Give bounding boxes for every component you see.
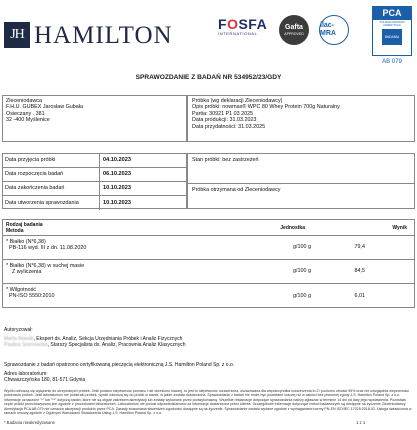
date-label: Data przyjęcia próbki (3, 154, 100, 167)
result-value: 84,5 (354, 268, 365, 275)
header-test-type: Rodzaj badania (6, 221, 43, 228)
results-header (3, 220, 414, 236)
pca-accreditation-number: AB 079 (382, 59, 402, 65)
header (0, 0, 417, 70)
result-name: * Białko (N*6,38) w suchej masie (6, 263, 85, 269)
page-number: 1 z 1 (356, 420, 366, 425)
ilac-mra-circle: ilac-MRA (319, 15, 349, 45)
date-label: Data zakończenia badań (3, 182, 100, 195)
table-row (3, 260, 414, 284)
authorizer-1-role: , Ekspert ds. Analiz, Sekcja Urzędniania Próbek i Analiz Fizycznych (33, 336, 183, 342)
fosfa-logo (218, 16, 274, 46)
date-value: 04.10.2023 (103, 157, 131, 164)
lab-address (4, 371, 85, 383)
result-method: PB-116 wyd. III z dn. 11.08.2020 (9, 245, 87, 252)
sample-description: Opis próbki: nowmax® WPC 80 Whey Protein 700g Naturalny (192, 104, 340, 111)
sample-expiry-date: Data przydatności: 31.03.2025 (192, 123, 266, 130)
sample-production-date: Data produkcji: 31.03.2023 (192, 117, 257, 124)
authorizer-2-name: Paulina Sosnowska (4, 342, 48, 348)
header-unit: Jednostka (280, 224, 305, 231)
report-title: SPRAWOZDANIE Z BADAŃ NR 534952/23/GDY (135, 74, 282, 81)
authorization-label: Autoryzował: (4, 327, 33, 333)
hamilton-logo-text: HAMILTON (34, 22, 173, 49)
client-street: Osieczany . 381 (6, 110, 45, 117)
authorization-block (4, 327, 304, 348)
result-unit: g/100 g (293, 268, 311, 275)
result-method-cell (3, 260, 183, 283)
client-city: 32 -400 Myślenice (6, 117, 50, 124)
date-value: 10.10.2023 (103, 185, 131, 192)
lab-address-label: Adres laboratorium: (4, 371, 48, 377)
authorizer-1-name: Marta Nowak (4, 336, 34, 342)
sample-condition: Stan próbki: bez zastrzeżeń (192, 157, 259, 163)
result-method-cell (3, 284, 183, 308)
result-name: * Wilgotność (6, 287, 36, 293)
authorizer-2 (4, 342, 304, 348)
lab-address-value: Chwaszczyńska 180, 81-571 Gdynia (4, 377, 86, 383)
footer (4, 420, 365, 425)
legal-fine-print: Wyniki odnoszą się wyłącznie do otrzymanych próbek. Jeśli podano niepewność pomiaru i nie określono inaczej, to jest to niepewność rozszerzona, oszacowana dla współczynnika rozszerzenia k=2 i poziomu ufności 95% oraz nie uwzględnia niepewności pobierania próbek. Jeśli laboratorium nie pobierało próbek, wyniki odnoszą się do próbki w stanie, w jakim została dostarczona. Sprawozdanie z badań nie może być powielane inaczej niż w całości bez pisemnej zgody J.S. Hamilton Poland Sp. z o.o. Informacje oznaczone "*" lub "**" dotyczą badań, które nie są objęte zakresem akredytacji lub zostały wykonane przez podwykonawcę. Wszelkie reklamacje dotyczące sprawozdania należy zgłaszać w terminie 14 dni od daty jego wystawienia. Pozostała część próbki przechowywana jest zgodnie z procedurami laboratorium. Laboratorium nie ponosi odpowiedzialności za informacje dostarczone przez klienta. Szczegółowe informacje dotyczące metod badawczych są dostępne na życzenie Zleceniodawcy. Akredytacja PCA AB 079 nie oznacza akceptacji produktu przez PCA. Zasady stosowania stwierdzeń zgodności dostępne są na życzenie. Sprawozdanie zostało wydane zgodnie z wymaganiami normy PN-EN ISO/IEC 17025:2018-02. Usługa świadczona w ramach umowy zgodnie z Ogólnymi Warunkami Świadczenia Usług J.S. Hamilton Poland Sp. z o.o. (4, 389, 412, 416)
result-unit: g/100 g (293, 244, 311, 251)
sample-box (187, 95, 415, 142)
header-method-label: Metoda (6, 227, 24, 234)
dates-table (2, 153, 187, 209)
sample-origin: Próbka otrzymana od Zleceniodawcy (188, 183, 414, 193)
date-label: Data rozpoczęcia badań (3, 168, 100, 181)
fosfa-subtitle: INTERNATIONAL (218, 30, 258, 36)
date-row (3, 154, 186, 168)
electronic-seal-note: Sprawozdanie z badań opatrzono certyfikowaną pieczęcią elektroniczną J.S. Hamilton Poland Sp. z o.o. (4, 362, 235, 368)
pca-title: PCA (373, 7, 411, 20)
gafta-seal (279, 15, 309, 45)
fosfa-rest: SFA (238, 16, 268, 32)
result-unit: g/100 g (293, 292, 311, 299)
date-row (3, 182, 186, 196)
result-method: PN-ISO 5550:2010 (9, 293, 55, 300)
result-method: Z wyliczenia (12, 269, 42, 276)
date-value: 10.10.2023 (103, 199, 131, 206)
date-row (3, 168, 186, 182)
table-row (3, 284, 414, 308)
pca-badania-icon: BADANIA (382, 29, 402, 45)
header-result: Wynik (392, 224, 407, 231)
date-label: Data utworzenia sprawozdania (3, 196, 100, 210)
result-value: 6,01 (354, 292, 365, 299)
footer-note: * Badania nieakredytowane (4, 420, 55, 425)
client-label: Zleceniodawca (6, 98, 42, 104)
result-name: * Białko (N*6,38) (6, 239, 46, 245)
client-box (2, 95, 187, 142)
gafta-approved: APPROVED (284, 32, 304, 37)
results-table (2, 219, 415, 308)
sample-label: Próbka (wg deklaracji Zleceniodawcy) (192, 98, 283, 104)
date-row (3, 196, 186, 210)
result-method-cell (3, 236, 183, 259)
date-value: 06.10.2023 (103, 171, 131, 178)
authorizer-2-role: , Starszy Specjalista ds. Analiz, Pracownia Analiz Klasycznych (47, 342, 186, 348)
fosfa-f: F (218, 16, 228, 32)
fosfa-o: O (227, 16, 239, 32)
ilac-mra-logo (314, 15, 354, 47)
pca-accreditation-mark (372, 6, 412, 56)
sample-batch: Partia: 30921 P1 03 2025 (192, 110, 254, 117)
table-row (3, 236, 414, 260)
pca-subtitle: POLSKIE CENTRUM AKREDYTACJI (379, 21, 405, 28)
header-method (3, 219, 183, 237)
result-value: 79,4 (354, 244, 365, 251)
sample-state-box (187, 153, 415, 209)
client-name: F.H.U. GUBEX Jarosław Gubała (6, 104, 83, 111)
hamilton-logo-mark: JH (4, 22, 30, 48)
gafta-text: Gafta (285, 23, 303, 31)
